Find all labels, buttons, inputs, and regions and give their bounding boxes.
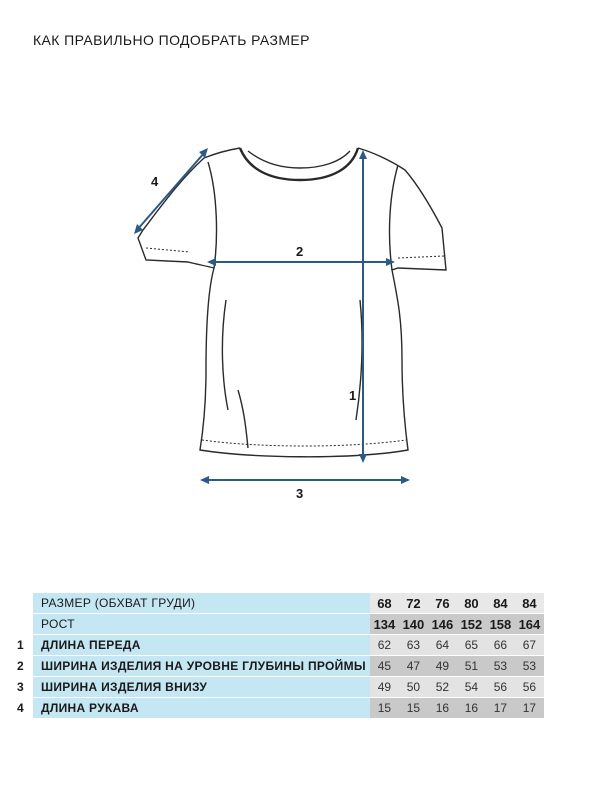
table-row bbox=[33, 656, 544, 677]
value-cell: 49 bbox=[370, 677, 399, 698]
value-cell: 16 bbox=[428, 698, 457, 719]
size-cell: 68 bbox=[370, 593, 399, 614]
value-cell: 52 bbox=[428, 677, 457, 698]
value-cell: 53 bbox=[515, 656, 544, 677]
measure-4-line bbox=[137, 152, 205, 230]
height-cell: 134 bbox=[370, 614, 399, 635]
value-cell: 47 bbox=[399, 656, 428, 677]
value-cell: 66 bbox=[486, 635, 515, 656]
size-cell: 84 bbox=[486, 593, 515, 614]
value-cell: 45 bbox=[370, 656, 399, 677]
table-row bbox=[33, 677, 544, 698]
value-cell: 16 bbox=[457, 698, 486, 719]
height-cell: 140 bbox=[399, 614, 428, 635]
size-table bbox=[33, 593, 544, 719]
measure-1-label: 1 bbox=[349, 388, 357, 403]
height-cell: 152 bbox=[457, 614, 486, 635]
table-row bbox=[33, 635, 544, 656]
row-label: ДЛИНА ПЕРЕДА bbox=[33, 635, 366, 656]
value-cell: 65 bbox=[457, 635, 486, 656]
size-header-label: РАЗМЕР (ОБХВАТ ГРУДИ) bbox=[33, 593, 366, 614]
value-cell: 56 bbox=[486, 677, 515, 698]
table-row bbox=[33, 698, 544, 719]
height-cell: 146 bbox=[428, 614, 457, 635]
page-title: КАК ПРАВИЛЬНО ПОДОБРАТЬ РАЗМЕР bbox=[33, 32, 310, 48]
size-row bbox=[33, 593, 544, 614]
value-cell: 15 bbox=[370, 698, 399, 719]
value-cell: 50 bbox=[399, 677, 428, 698]
value-cell: 63 bbox=[399, 635, 428, 656]
value-cell: 62 bbox=[370, 635, 399, 656]
size-cell: 72 bbox=[399, 593, 428, 614]
measure-2-label: 2 bbox=[296, 244, 304, 259]
row-label: ШИРИНА ИЗДЕЛИЯ ВНИЗУ bbox=[33, 677, 366, 698]
value-cell: 15 bbox=[399, 698, 428, 719]
value-cell: 51 bbox=[457, 656, 486, 677]
row-number: 2 bbox=[17, 659, 24, 673]
value-cell: 53 bbox=[486, 656, 515, 677]
size-cell: 84 bbox=[515, 593, 544, 614]
value-cell: 17 bbox=[515, 698, 544, 719]
tshirt-outline bbox=[138, 148, 446, 457]
value-cell: 17 bbox=[486, 698, 515, 719]
height-row bbox=[33, 614, 544, 635]
height-header-label: РОСТ bbox=[33, 614, 366, 635]
row-label: ДЛИНА РУКАВА bbox=[33, 698, 366, 719]
value-cell: 56 bbox=[515, 677, 544, 698]
measure-3-label: 3 bbox=[296, 486, 304, 501]
height-cell: 158 bbox=[486, 614, 515, 635]
measurement-lines bbox=[134, 148, 410, 484]
size-cell: 76 bbox=[428, 593, 457, 614]
value-cell: 64 bbox=[428, 635, 457, 656]
height-cell: 164 bbox=[515, 614, 544, 635]
value-cell: 49 bbox=[428, 656, 457, 677]
row-number: 4 bbox=[17, 701, 24, 715]
row-number: 1 bbox=[17, 638, 24, 652]
value-cell: 67 bbox=[515, 635, 544, 656]
size-cell: 80 bbox=[457, 593, 486, 614]
value-cell: 54 bbox=[457, 677, 486, 698]
row-label: ШИРИНА ИЗДЕЛИЯ НА УРОВНЕ ГЛУБИНЫ ПРОЙМЫ bbox=[33, 656, 366, 677]
measure-4-label: 4 bbox=[151, 174, 159, 189]
row-number: 3 bbox=[17, 680, 24, 694]
